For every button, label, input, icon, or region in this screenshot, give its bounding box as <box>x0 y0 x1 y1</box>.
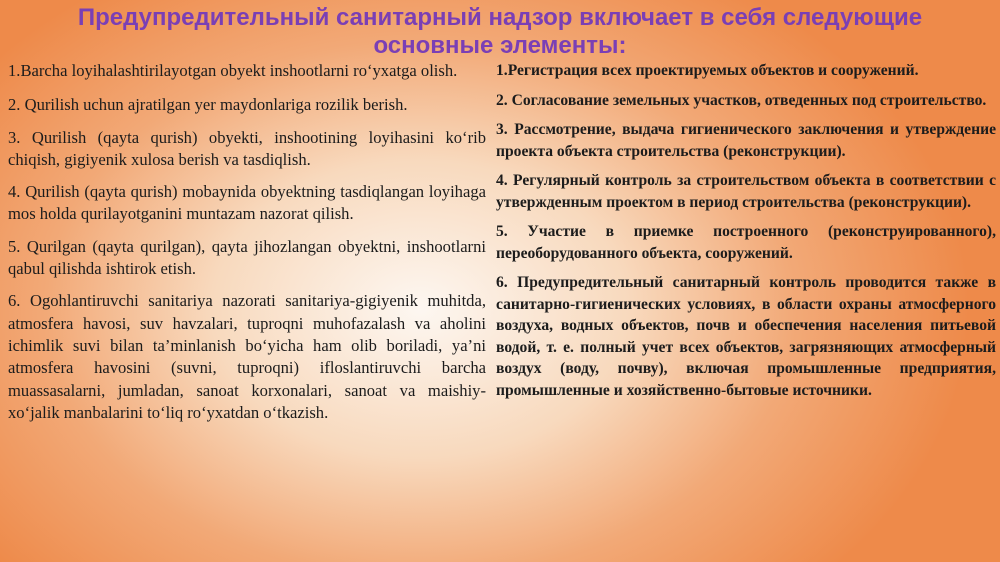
slide-title-line-1: Предупредительный санитарный надзор включает в себя следующие <box>77 4 923 31</box>
slide-title <box>0 4 1000 60</box>
uzbek-item-5: 5. Qurilgan (qayta qurilgan), qayta jihozlangan obyektni, inshootlarni qabul qilishda ishtirok etish. <box>8 236 486 279</box>
russian-item-5: 5. Участие в приемке построенного (реконструированного), переоборудованного объекта, сооружений. <box>496 223 996 262</box>
russian-item-4: 4. Регулярный контроль за строительством объекта в соответствии с утвержденным проектом в период строительства (реконструкции). <box>496 172 996 211</box>
uzbek-column <box>8 60 486 560</box>
russian-item-6: 6. Предупредительный санитарный контроль проводится также в санитарно-гигиенических условиях, в области охраны атмосферного воздуха, водных объектов, почв и обеспечения населения питьевой водой, т. е. полный учет всех объектов, загрязняющих атмосферный воздух (воду, почву), включая промышленные предприятия, промышленные и хозяйственно-бытовые источники. <box>496 274 996 399</box>
uzbek-item-3: 3. Qurilish (qayta qurish) obyekti, inshootining loyihasini ko‘rib chiqish, gigiyenik xulosa berish va tasdiqlish. <box>8 127 486 169</box>
uzbek-item-1: 1.Barcha loyihalashtirilayotgan obyekt inshootlarni ro‘yxatga olish. <box>8 61 458 80</box>
uzbek-item-4: 4. Qurilish (qayta qurish) mobaynida obyektning tasdiqlangan loyihaga mos holda qurilayotganini muntazam nazorat qilish. <box>8 182 486 224</box>
russian-item-1: 1.Регистрация всех проектируемых объектов и сооружений. <box>496 62 919 79</box>
russian-item-2: 2. Согласование земельных участков, отведенных под строительство. <box>496 91 987 109</box>
slide-title-line-2: основные элементы: <box>373 32 627 59</box>
uzbek-item-2: 2. Qurilish uchun ajratilgan yer maydonlariga rozilik berish. <box>8 95 408 115</box>
uzbek-item-6: 6. Ogohlantiruvchi sanitariya nazorati sanitariya-gigiyenik muhitda, atmosfera havosi, suv havzalari, tuproqni muhofazalash va aholini ichimlik suvi bilan ta’minlanish bo‘yicha ham olib boriladi, ya’ni atmosfera havosini (suvni, tuproqni) ifloslantiruvchi barcha muassasalarni, jumladan, sanoat korxonalari, sanoat va maishiy-xo‘jalik manbalarini to‘liq ro‘yxatdan o‘tkazish. <box>8 291 486 422</box>
russian-item-3: 3. Рассмотрение, выдача гигиенического заключения и утверждение проекта объекта строительства (реконструкции). <box>496 121 996 160</box>
russian-column <box>496 60 996 560</box>
